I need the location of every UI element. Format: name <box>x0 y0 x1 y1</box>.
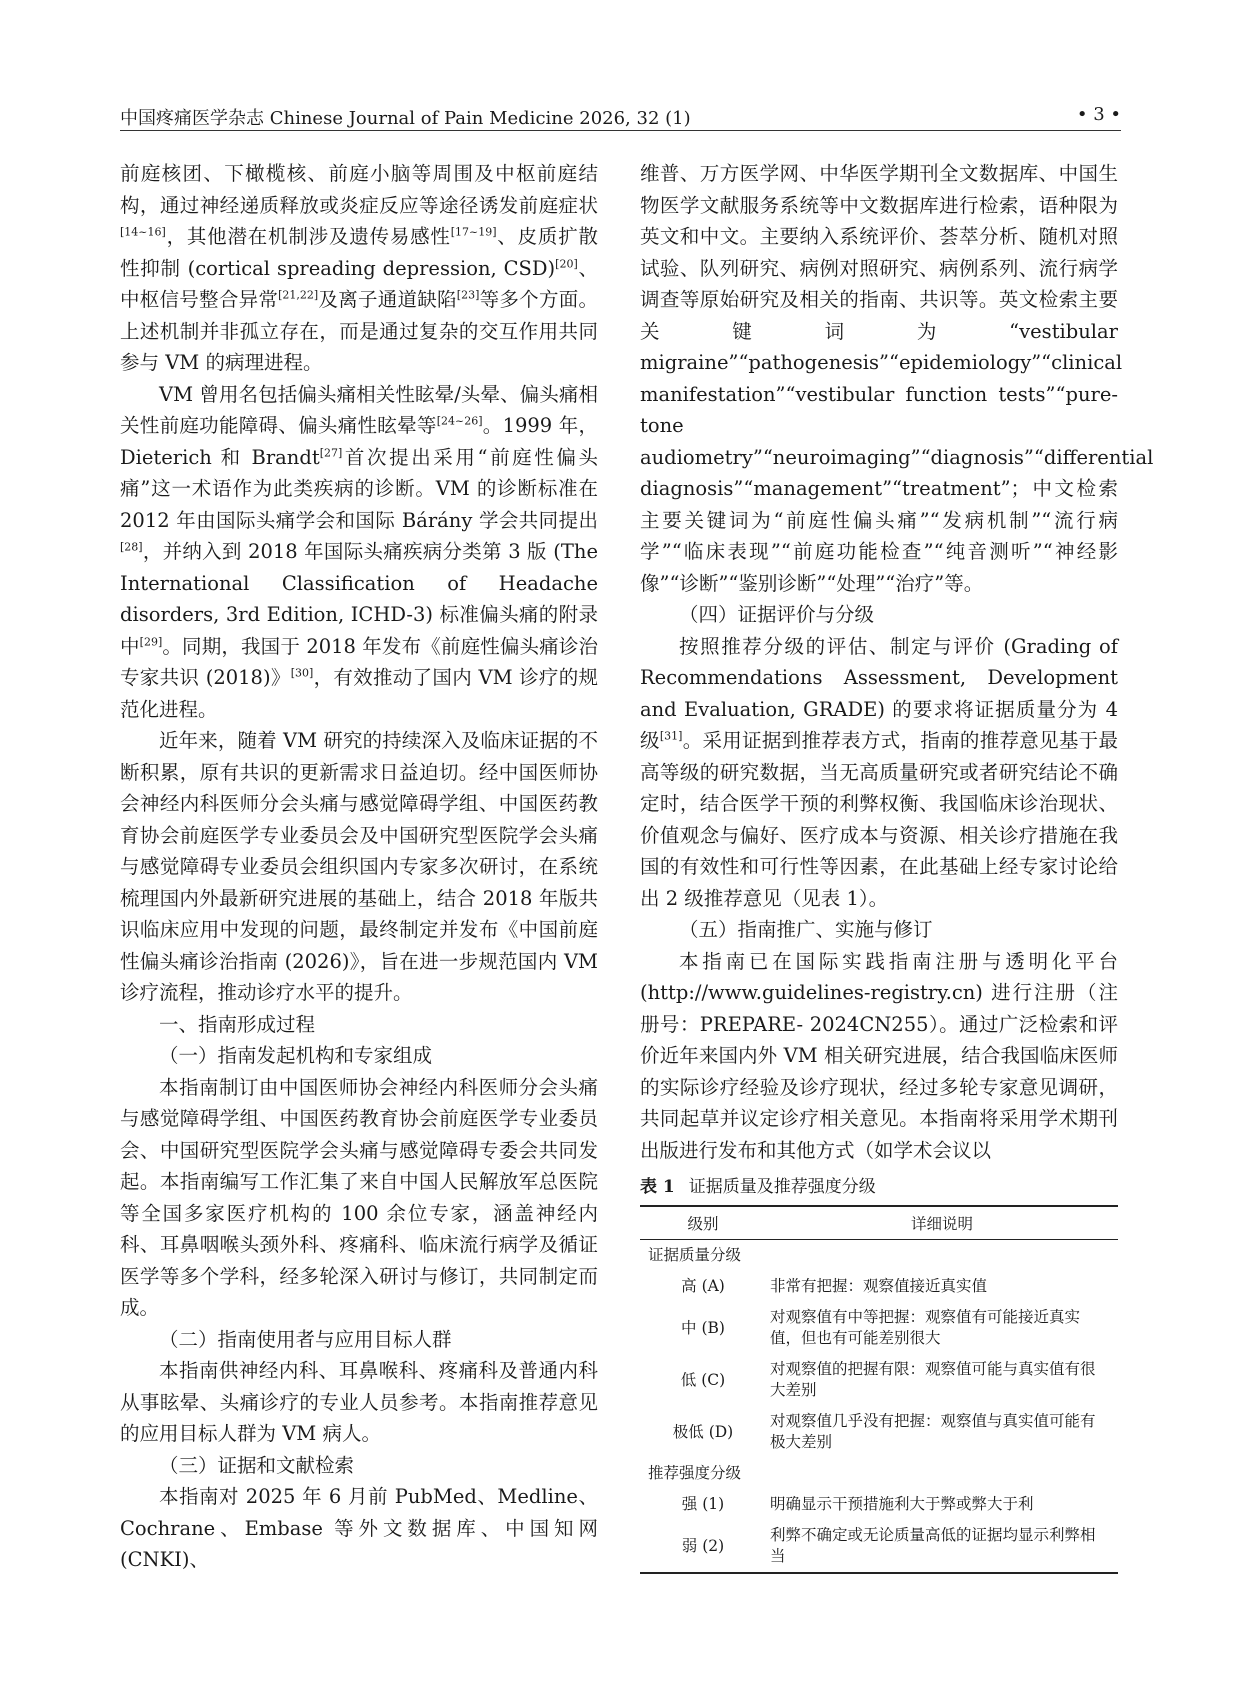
column-header-level: 级别 <box>640 1206 766 1240</box>
left-column <box>120 158 598 1576</box>
table-title: 证据质量及推荐强度分级 <box>688 1177 876 1197</box>
table-row: 强 (1) 明确显示干预措施利大于弊或弊大于利 <box>681 1495 1034 1513</box>
table-group-row: 证据质量分级 <box>648 1246 742 1264</box>
table-row: 中 (B) 对观察值有中等把握：观察值有可能接近真实值，但也有可能差别很大 <box>681 1308 1081 1347</box>
paragraph-search-cont: 维普、万方医学网、中华医学期刊全文数据库、中国生物医学文献服务系统等中文数据库进行检索，语种限为英文和中文。主要纳入系统评价、荟萃分析、随机对照试验、队列研究、病例对照研究、病例系列、流行病学调查等原始研究及相关的指南、共识等。英文检索主要关键词为“vestibular migraine”“pathogenesis”“epidemiology”“clinical manifestation”“vestibular function tests”“pure-tone audiometry”“neuroimaging”“diagnosis”“differential diagnosis”“management”“treatment”；中文检索主要关键词为“前庭性偏头痛”“发病机制”“流行病学”“临床表现”“前庭功能检查”“纯音测听”“神经影像”“诊断”“鉴别诊断”“处理”“治疗”等。 <box>640 162 1154 595</box>
paragraph-users: 本指南供神经内科、耳鼻喉科、疼痛科及普通内科从事眩晕、头痛诊疗的专业人员参考。本指南推荐意见的应用目标人群为 VM 病人。 <box>120 1359 598 1445</box>
paragraph-update-need: 近年来，随着 VM 研究的持续深入及临床证据的不断积累，原有共识的更新需求日益迫切。经中国医师协会神经内科医师分会头痛与感觉障碍学组、中国医药教育协会前庭医学专业委员会及中国研究型医院学会头痛与感觉障碍专业委员会组织国内专家多次研讨，在系统梳理国内外最新研究进展的基础上，结合 2018 年版共识临床应用中发现的问题，最终制定并发布《中国前庭性偏头痛诊治指南 (2026)》，旨在进一步规范国内 VM 诊疗流程，推动诊疗水平的提升。 <box>120 729 598 1004</box>
journal-citation: 中国疼痛医学杂志 Chinese Journal of Pain Medicine 2026, 32 (1) <box>120 108 691 129</box>
running-header <box>120 100 1121 131</box>
paragraph-grade: 按照推荐分级的评估、制定与评价 (Grading of Recommendations Assessment, Development and Evaluation, GRADE) 的要求将证据质量分为 4 级[31]。采用证据到推荐表方式，指南的推荐意见基于最高等级的研究数据，当无高质量研究或者研究结论不确定时，结合医学干预的利弊权衡、我国临床诊治现状、价值观念与偏好、医疗成本与资源、相关诊疗措施在我国的有效性和可行性等因素，在此基础上经专家讨论给出 2 级推荐意见（见表 1）。 <box>640 634 1118 910</box>
right-column <box>640 158 1154 1166</box>
table-label: 表 1 <box>640 1177 675 1197</box>
table-row: 高 (A) 非常有把握：观察值接近真实值 <box>681 1277 988 1295</box>
paragraph-organizers: 本指南制订由中国医师协会神经内科医师分会头痛与感觉障碍学组、中国医药教育协会前庭医学专业委员会、中国研究型医院学会头痛与感觉障碍专委会共同发起。本指南编写工作汇集了来自中国人民解放军总医院等全国多家医疗机构的 100 余位专家，涵盖神经内科、耳鼻咽喉头颈外科、疼痛科、临床流行病学及循证医学等多个学科，经多轮深入研讨与修订，共同制定而成。 <box>120 1075 598 1319</box>
subsection-heading: （一）指南发起机构和专家组成 <box>159 1044 433 1067</box>
page-number: • 3 • <box>1076 104 1121 125</box>
paragraph-registration: 本指南已在国际实践指南注册与透明化平台 (http://www.guidelines-registry.cn) 进行注册（注册号：PREPARE- 2024CN255）。通过广泛检索和评价近年来国内外 VM 相关研究进展，结合我国临床医师的实际诊疗经验及诊疗现状，经过多轮专家意见调研，共同起草并议定诊疗相关意见。本指南将采用学术期刊出版进行发布和其他方式（如学术会议以 <box>640 949 1118 1162</box>
subsection-heading: （五）指南推广、实施与修订 <box>679 918 933 941</box>
evidence-grade-table <box>640 1205 1118 1574</box>
table-row: 极低 (D) 对观察值几乎没有把握：观察值与真实值可能有极大差别 <box>672 1412 1096 1451</box>
table-group-row: 推荐强度分级 <box>648 1464 742 1482</box>
table-row: 弱 (2) 利弊不确定或无论质量高低的证据均显示利弊相当 <box>681 1526 1096 1565</box>
table-row: 低 (C) 对观察值的把握有限：观察值可能与真实值有很大差别 <box>680 1360 1096 1399</box>
paragraph-history: VM 曾用名包括偏头痛相关性眩晕/头晕、偏头痛相关性前庭功能障碍、偏头痛性眩晕等[24~26]。1999 年，Dieterich 和 Brandt[27]首次提出采用“前庭性偏头痛”这一术语作为此类疾病的诊断。VM 的诊断标准在 2012 年由国际头痛学会和国际 Bárány 学会共同提出[28]，并纳入到 2018 年国际头痛疾病分类第 3 版 (The International Classification of Headache disorders, 3rd Edition, ICHD-3) 标准偏头痛的附录中[29]。同期，我国于 2018 年发布《前庭性偏头痛诊治专家共识 (2018)》[30]，有效推动了国内 VM 诊疗的规范化进程。 <box>120 382 598 721</box>
table-caption <box>640 1172 1118 1197</box>
section-heading: 一、指南形成过程 <box>159 1012 316 1036</box>
table-1 <box>640 1172 1118 1574</box>
column-header-desc: 详细说明 <box>766 1206 1118 1240</box>
subsection-heading: （四）证据评价与分级 <box>679 603 875 626</box>
subsection-heading: （二）指南使用者与应用目标人群 <box>159 1327 452 1351</box>
paragraph-search: 本指南对 2025 年 6 月前 PubMed、Medline、Cochrane、Embase 等外文数据库、中国知网 (CNKI)、 <box>120 1485 598 1571</box>
paragraph-mechanisms: 前庭核团、下橄榄核、前庭小脑等周围及中枢前庭结构，通过神经递质释放或炎症反应等途径诱发前庭症状[14~16]，其他潜在机制涉及遗传易感性[17~19]、皮质扩散性抑制 (cortical spreading depression, CSD)[20]、中枢信号整合异常[21,22]及离子通道缺陷[23]等多个方面。上述机制并非孤立存在，而是通过复杂的交互作用共同参与 VM 的病理进程。 <box>120 162 598 374</box>
subsection-heading: （三）证据和文献检索 <box>159 1453 355 1477</box>
